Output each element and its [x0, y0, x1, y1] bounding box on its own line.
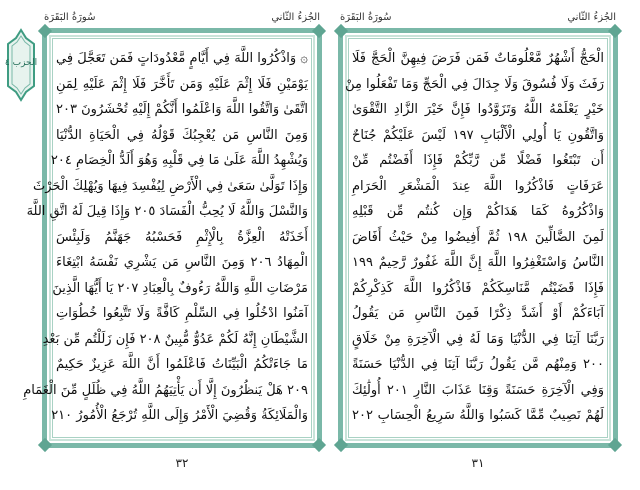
- verse-line: وَالنَّسْلَ وَاللَّهُ لَا يُحِبُّ الْفَسَادَ ٢٠٥ وَإِذَا قِيلَ لَهُ اتَّقِ اللَّهَ: [26, 204, 308, 219]
- verse-lines: [23, 46, 308, 429]
- corner-ornament-icon: [334, 24, 348, 38]
- verse-line: ٢٠٠ وَمِنْهُم مَّن يَقُولُ رَبَّنَا آتِنَا فِي الدُّنْيَا حَسَنَةً: [352, 357, 604, 372]
- verse-line: أَن تَبْتَغُوا فَضْلًا مِّن رَّبِّكُمْ فَإِذَا أَفَضْتُم مِّنْ: [352, 153, 604, 168]
- verse-line: وَإِذَا تَوَلَّىٰ سَعَىٰ فِي الْأَرْضِ لِيُفْسِدَ فِيهَا وَيُهْلِكَ الْحَرْثَ: [32, 178, 308, 194]
- verse-line: الْمِهَادُ ٢٠٦ وَمِنَ النَّاسِ مَن يَشْرِي نَفْسَهُ ابْتِغَاءَ: [56, 255, 308, 270]
- verse-line: ۞ وَاذْكُرُوا اللَّهَ فِي أَيَّامٍ مَّعْدُودَاتٍ فَمَن تَعَجَّلَ فِي: [56, 51, 308, 66]
- corner-ornament-icon: [38, 24, 52, 38]
- verse-line: وَالْمَلَائِكَةُ وَقُضِيَ الْأَمْرُ وَإِلَى اللَّهِ تُرْجَعُ الْأُمُورُ ٢١٠: [51, 408, 308, 423]
- verse-line: النَّاسُ وَاسْتَغْفِرُوا اللَّهَ إِنَّ اللَّهَ غَفُورٌ رَّحِيمٌ ١٩٩: [352, 255, 604, 270]
- verse-line: رَفَثَ وَلَا فُسُوقَ وَلَا جِدَالَ فِي الْحَجِّ وَمَا تَفْعَلُوا مِنْ: [345, 76, 604, 92]
- juz-title: الجُزءُ الثّاني: [567, 12, 616, 23]
- verse-line: وَفِي الْآخِرَةِ حَسَنَةً وَقِنَا عَذَابَ النَّارِ ٢٠١ أُولَٰئِكَ: [352, 382, 604, 398]
- verse-line: وَيُشْهِدُ اللَّهَ عَلَىٰ مَا فِي قَلْبِهِ وَهُوَ أَلَدُّ الْخِصَامِ ٢٠٤: [50, 153, 308, 168]
- corner-ornament-icon: [608, 438, 622, 452]
- verse-line: رَبَّنَا آتِنَا فِي الدُّنْيَا وَمَا لَهُ فِي الْآخِرَةِ مِنْ خَلَاقٍ: [352, 331, 604, 347]
- hizb-badge: [4, 30, 38, 100]
- page-header: [42, 10, 322, 26]
- verse-line: فَإِذَا قَضَيْتُم مَّنَاسِكَكُمْ فَاذْكُرُوا اللَّهَ كَذِكْرِكُمْ: [352, 280, 604, 296]
- verse-line: لَمِنَ الضَّالِّينَ ١٩٨ ثُمَّ أَفِيضُوا مِنْ حَيْثُ أَفَاضَ: [352, 229, 604, 245]
- page-number: ٣١: [471, 456, 485, 470]
- verse-line: مَا جَاءَتْكُمُ الْبَيِّنَاتُ فَاعْلَمُوا أَنَّ اللَّهَ عَزِيزٌ حَكِيمٌ: [56, 357, 308, 372]
- verse-line: مَرْضَاتِ اللَّهِ وَاللَّهُ رَءُوفٌ بِالْعِبَادِ ٢٠٧ يَا أَيُّهَا الَّذِينَ: [52, 280, 308, 296]
- corner-ornament-icon: [334, 438, 348, 452]
- mushaf-page-right: [338, 12, 618, 470]
- surah-title: سُورَةُ البَقَرَة: [44, 12, 96, 23]
- hizb-label: الحزب ٤: [4, 58, 38, 68]
- verse-line: وَاذْكُرُوهُ كَمَا هَدَاكُمْ وَإِن كُنتُم مِّن قَبْلِهِ: [352, 204, 604, 219]
- verse-line: الْحَجُّ أَشْهُرٌ مَّعْلُومَاتٌ فَمَن فَرَضَ فِيهِنَّ الْحَجَّ فَلَا: [352, 51, 604, 66]
- corner-ornament-icon: [608, 24, 622, 38]
- juz-title: الجُزءُ الثّاني: [271, 12, 320, 23]
- verse-line: خَيْرٍ يَعْلَمْهُ اللَّهُ وَتَزَوَّدُوا فَإِنَّ خَيْرَ الزَّادِ التَّقْوَىٰ: [352, 102, 604, 117]
- page-header: [338, 10, 618, 26]
- verse-line: عَرَفَاتٍ فَاذْكُرُوا اللَّهَ عِندَ الْمَشْعَرِ الْحَرَامِ: [352, 178, 604, 194]
- verse-line: لَهُمْ نَصِيبٌ مِّمَّا كَسَبُوا وَاللَّهُ سَرِيعُ الْحِسَابِ ٢٠٢: [352, 408, 604, 423]
- verse-line: ٢٠٩ هَلْ يَنظُرُونَ إِلَّا أَن يَأْتِيَهُمُ اللَّهُ فِي ظُلَلٍ مِّنَ الْغَمَامِ: [23, 382, 308, 398]
- corner-ornament-icon: [38, 438, 52, 452]
- verse-line: وَاتَّقُونِ يَا أُولِي الْأَلْبَابِ ١٩٧ لَيْسَ عَلَيْكُمْ جُنَاحٌ: [352, 127, 605, 143]
- corner-ornament-icon: [312, 438, 326, 452]
- verse-line: يَوْمَيْنِ فَلَا إِثْمَ عَلَيْهِ وَمَن تَأَخَّرَ فَلَا إِثْمَ عَلَيْهِ لِمَنِ: [56, 76, 308, 92]
- verse-lines: [345, 46, 605, 429]
- verse-line: آبَاءَكُمْ أَوْ أَشَدَّ ذِكْرًا فَمِنَ النَّاسِ مَن يَقُولُ: [352, 306, 604, 321]
- mushaf-page-left: [23, 12, 322, 470]
- page-number: ٣٢: [175, 456, 189, 470]
- verse-line: أَخَذَتْهُ الْعِزَّةُ بِالْإِثْمِ فَحَسْبُهُ جَهَنَّمُ وَلَبِئْسَ: [56, 229, 308, 245]
- corner-ornament-icon: [312, 24, 326, 38]
- surah-title: سُورَةُ البَقَرَة: [340, 12, 392, 23]
- verse-line: اتَّقَىٰ وَاتَّقُوا اللَّهَ وَاعْلَمُوا أَنَّكُمْ إِلَيْهِ تُحْشَرُونَ ٢٠٣: [56, 102, 308, 117]
- verse-line: الشَّيْطَانِ إِنَّهُ لَكُمْ عَدُوٌّ مُّبِينٌ ٢٠٨ فَإِن زَلَلْتُم مِّن بَعْدِ: [42, 331, 308, 347]
- verse-line: آمَنُوا ادْخُلُوا فِي السِّلْمِ كَافَّةً وَلَا تَتَّبِعُوا خُطُوَاتِ: [56, 306, 308, 321]
- verse-line: وَمِنَ النَّاسِ مَن يُعْجِبُكَ قَوْلُهُ فِي الْحَيَاةِ الدُّنْيَا: [56, 127, 308, 143]
